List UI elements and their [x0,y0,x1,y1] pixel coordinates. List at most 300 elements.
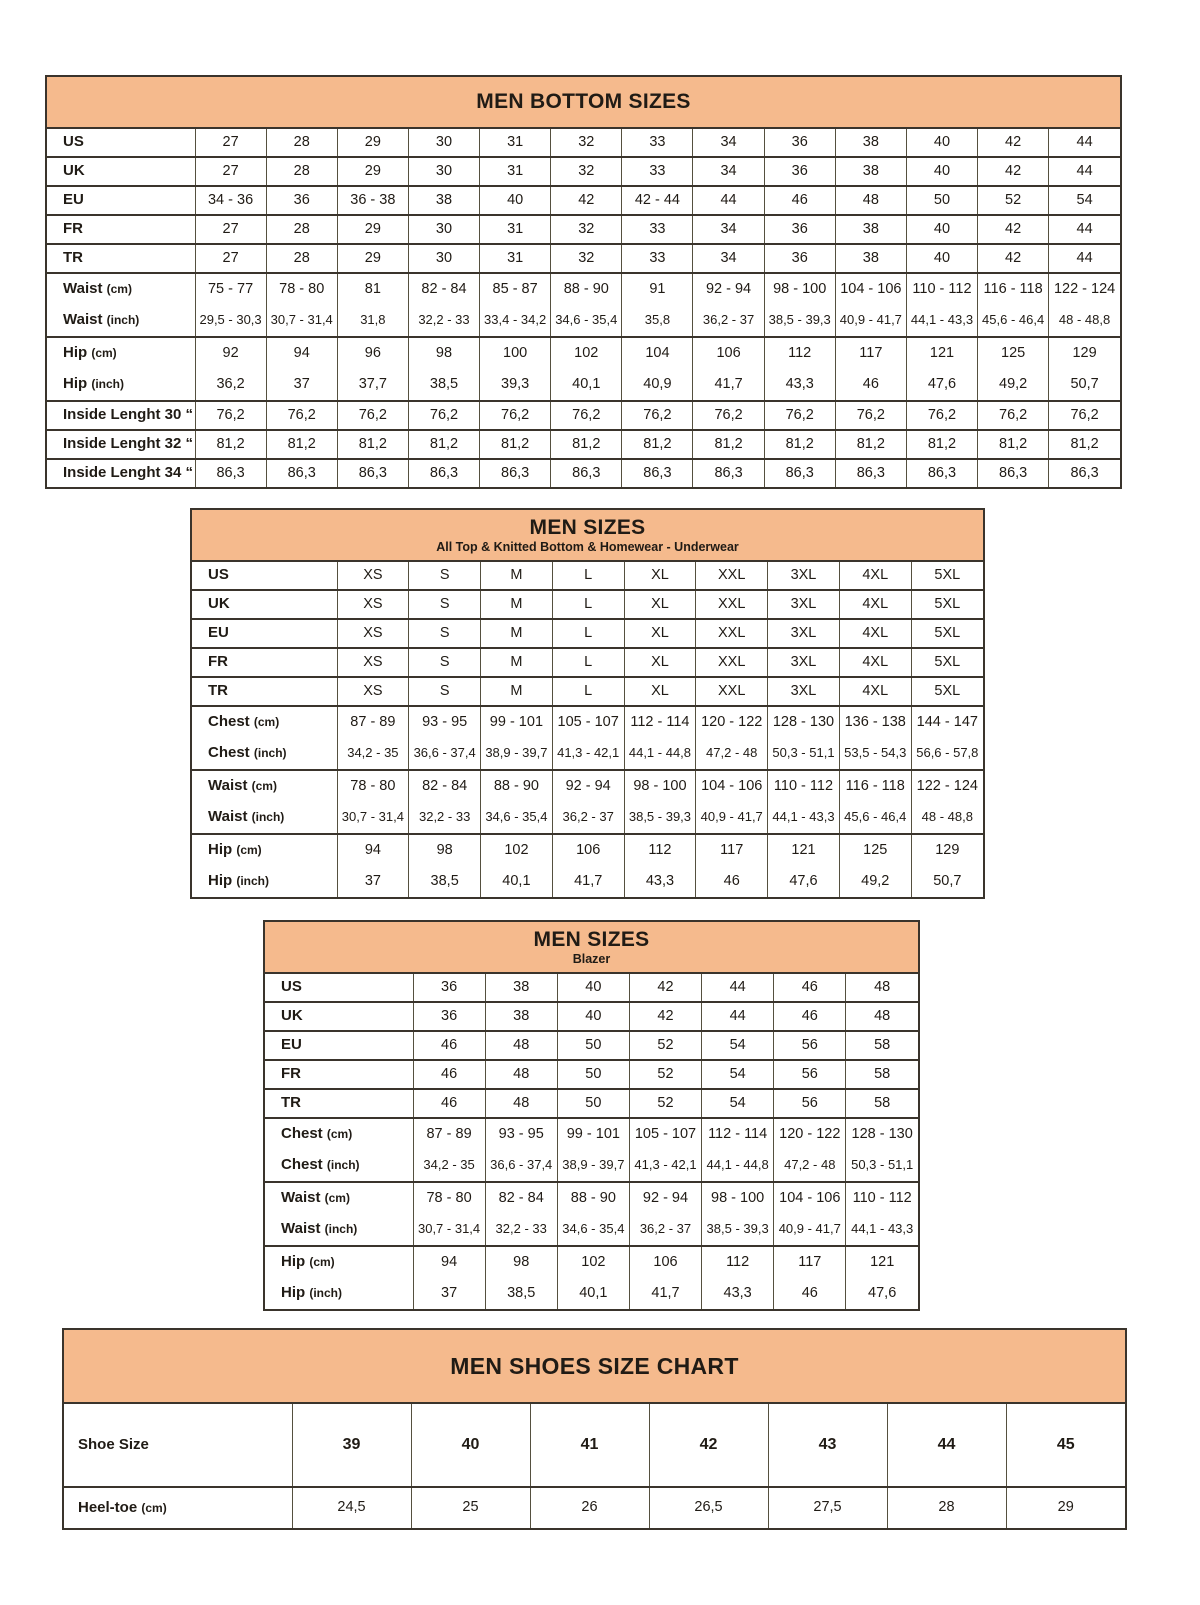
row-label-text: FR [208,653,228,671]
table-row [192,866,983,897]
table-cell: 40 [906,157,977,186]
table-cell: 106 [693,337,764,369]
table-cell: 38 [485,974,557,1002]
table-cell: 46 [774,1278,846,1309]
table-cell: 104 - 106 [696,770,768,802]
table-cell: XL [624,648,696,677]
table-row [192,802,983,834]
table-cell: 112 [624,834,696,866]
table-cell: 85 - 87 [480,273,551,305]
table-cell: 34 [693,215,764,244]
table-cell: 47,2 - 48 [774,1150,846,1182]
table-cell: 44 [702,974,774,1002]
row-label-text: EU [208,624,229,642]
table-cell: 45,6 - 46,4 [839,802,911,834]
table-row [265,1214,918,1246]
table-title: MEN BOTTOM SIZES [476,89,691,113]
row-label-text: Hip [281,1284,306,1302]
table-cell: 44,1 - 43,3 [906,305,977,337]
table-cell: XS [337,590,409,619]
row-unit-text: (cm) [253,715,280,730]
table-row [47,337,1120,369]
men-sizes-blazer-table [263,920,920,1311]
table-row [47,186,1120,215]
row-label [192,738,337,770]
table-cell: XXL [696,562,768,590]
table-cell: 81,2 [906,430,977,459]
table-cell: 54 [702,1031,774,1060]
row-label [47,186,195,215]
table-row [64,1404,1125,1487]
row-unit-text: (cm) [326,1127,353,1142]
table-cell: 125 [839,834,911,866]
table-cell: 76,2 [266,401,337,430]
table-cell: 34,6 - 35,4 [551,305,622,337]
table-cell: 30 [408,244,479,273]
table-cell: 94 [337,834,409,866]
table-cell: 44 [1049,215,1120,244]
table-cell: 26,5 [649,1487,768,1528]
row-unit-text: (cm) [106,282,132,297]
table-cell: 78 - 80 [413,1182,485,1214]
table-cell: L [552,677,624,706]
table-cell: 76,2 [480,401,551,430]
table-cell: 36 [764,215,835,244]
table-cell: 75 - 77 [195,273,266,305]
row-unit-text: (cm) [141,1500,167,1515]
row-unit-text: (cm) [309,1255,335,1270]
table-row [265,1031,918,1060]
table-cell: 76,2 [337,401,408,430]
table-cell: 34,6 - 35,4 [481,802,553,834]
table-cell: 104 - 106 [774,1182,846,1214]
table-cell: 31 [480,157,551,186]
row-unit-text: (inch) [324,1222,358,1237]
table-cell: 31,8 [337,305,408,337]
table-cell: 86,3 [693,459,764,487]
row-label-text: Waist [63,280,103,298]
table-cell: 39,3 [480,369,551,401]
table-cell: 76,2 [835,401,906,430]
table-cell: 41,7 [693,369,764,401]
table-cell: 46 [774,1002,846,1031]
table-cell: 37 [413,1278,485,1309]
table-title: MEN SHOES SIZE CHART [450,1352,739,1379]
table-cell: 44,1 - 43,3 [768,802,840,834]
table-cell: 50 [557,1031,629,1060]
table-cell: 44 [702,1002,774,1031]
row-label-text: FR [63,220,83,238]
row-unit-text: (cm) [324,1191,350,1206]
table-cell: 43 [768,1404,887,1487]
table-cell: 38,9 - 39,7 [481,738,553,770]
table-cell: 40,9 - 41,7 [835,305,906,337]
row-label [47,244,195,273]
row-label [192,619,337,648]
row-unit-text: (inch) [309,1286,343,1301]
table-row [47,244,1120,273]
table-cell: 30,7 - 31,4 [413,1214,485,1246]
table-cell: 82 - 84 [408,273,479,305]
table-cell: 36,2 - 37 [552,802,624,834]
table-cell: 121 [768,834,840,866]
table-cell: 82 - 84 [485,1182,557,1214]
table-cell: 125 [978,337,1049,369]
table-row [64,1487,1125,1528]
table-subtitle: All Top & Knitted Bottom & Homewear - Underwear [436,539,739,554]
table-cell: 87 - 89 [413,1118,485,1150]
table-cell: 34,6 - 35,4 [557,1214,629,1246]
table-cell: 81 [337,273,408,305]
row-label [64,1404,292,1487]
table-cell: 27 [195,157,266,186]
table-cell: 5XL [911,677,983,706]
table-cell: 32,2 - 33 [408,305,479,337]
table-cell: 5XL [911,648,983,677]
table-cell: 32 [551,215,622,244]
row-label [265,1246,413,1278]
table-cell: 53,5 - 54,3 [839,738,911,770]
table-cell: 25 [411,1487,530,1528]
table-cell: 29 [337,157,408,186]
table-cell: 36,2 - 37 [629,1214,701,1246]
table-cell: 92 - 94 [693,273,764,305]
table-row [47,459,1120,487]
table-cell: 98 - 100 [764,273,835,305]
table-cell: 40 [411,1404,530,1487]
table-cell: 5XL [911,619,983,648]
table-cell: 128 - 130 [768,706,840,738]
table-cell: S [409,648,481,677]
table-cell: 38 [835,215,906,244]
table-cell: 43,3 [764,369,835,401]
table-cell: 44,1 - 44,8 [702,1150,774,1182]
table-row [265,1150,918,1182]
table-row [192,619,983,648]
table-cell: 31 [480,129,551,157]
table-cell: 36 [413,974,485,1002]
row-label [47,459,195,487]
table-cell: 24,5 [292,1487,411,1528]
table-cell: 38,5 [485,1278,557,1309]
table-cell: 94 [266,337,337,369]
table-row [47,157,1120,186]
table-cell: 86,3 [266,459,337,487]
table-cell: 86,3 [622,459,693,487]
table-cell: 46 [835,369,906,401]
table-cell: 34 [693,157,764,186]
row-label [192,677,337,706]
table-cell: 33,4 - 34,2 [480,305,551,337]
table-cell: 48 [835,186,906,215]
row-label [47,305,195,337]
row-label [192,802,337,834]
row-label-text: Inside Lenght 30 “ [63,406,194,424]
table-cell: 40 [906,129,977,157]
table-cell: 4XL [839,677,911,706]
table-cell: 104 - 106 [835,273,906,305]
table-cell: XL [624,619,696,648]
table-cell: XXL [696,619,768,648]
table-cell: 42 [978,129,1049,157]
table-cell: 56 [774,1031,846,1060]
table-cell: 81,2 [195,430,266,459]
table-cell: 44 [1049,244,1120,273]
table-cell: 105 - 107 [629,1118,701,1150]
table-cell: 34 - 36 [195,186,266,215]
table-cell: 27 [195,244,266,273]
table-cell: 86,3 [337,459,408,487]
table-cell: 116 - 118 [839,770,911,802]
row-label [47,215,195,244]
table-cell: 32 [551,244,622,273]
table-cell: 120 - 122 [696,706,768,738]
table-cell: 128 - 130 [846,1118,918,1150]
table-row [265,1089,918,1118]
table-cell: 76,2 [906,401,977,430]
row-label [265,974,413,1002]
table-cell: 86,3 [480,459,551,487]
table-cell: 88 - 90 [551,273,622,305]
table-cell: 38,5 [409,866,481,897]
table-cell: 91 [622,273,693,305]
table-cell: 40,1 [481,866,553,897]
table-cell: 93 - 95 [485,1118,557,1150]
table-row [47,430,1120,459]
table-cell: 30 [408,129,479,157]
table-cell: 81,2 [408,430,479,459]
table-row [265,1278,918,1309]
table-cell: 106 [629,1246,701,1278]
table-cell: M [481,562,553,590]
table-cell: 52 [629,1089,701,1118]
row-label-text: Waist [63,311,103,329]
table-cell: 36 [764,157,835,186]
table-cell: 32,2 - 33 [409,802,481,834]
table-cell: S [409,590,481,619]
table-cell: 44 [693,186,764,215]
table-cell: 56 [774,1060,846,1089]
table-cell: XXL [696,648,768,677]
table-cell: 40 [906,244,977,273]
row-label-text: Chest [208,713,250,731]
table-cell: 52 [978,186,1049,215]
table-cell: 3XL [768,590,840,619]
table-cell: 34,2 - 35 [413,1150,485,1182]
table-cell: 50 [906,186,977,215]
row-label [265,1278,413,1309]
table-cell: 121 [846,1246,918,1278]
table-cell: 100 [480,337,551,369]
table-row [265,1182,918,1214]
table-cell: L [552,590,624,619]
table-cell: 28 [887,1487,1006,1528]
row-label [265,1089,413,1118]
table-cell: 58 [846,1060,918,1089]
table-cell: 28 [266,129,337,157]
table-cell: 36 [266,186,337,215]
table-cell: 48 [846,1002,918,1031]
row-unit-text: (inch) [236,874,270,889]
table-cell: 58 [846,1089,918,1118]
row-label-text: Inside Lenght 32 “ [63,435,194,453]
table-cell: 76,2 [622,401,693,430]
table-cell: 42 [629,1002,701,1031]
table-cell: 30 [408,157,479,186]
table-cell: 86,3 [764,459,835,487]
table-cell: 37 [337,866,409,897]
table-cell: 110 - 112 [846,1182,918,1214]
table-cell: 52 [629,1031,701,1060]
table-cell: 112 [764,337,835,369]
row-label-text: EU [63,191,84,209]
row-label [47,369,195,401]
table-cell: 104 [622,337,693,369]
table-cell: 33 [622,215,693,244]
table-cell: 38 [835,129,906,157]
table-cell: 76,2 [693,401,764,430]
table-cell: 81,2 [480,430,551,459]
men-sizes-tops-header [192,510,983,562]
row-label [265,1150,413,1182]
row-unit-text: (cm) [236,843,262,858]
table-cell: 46 [413,1031,485,1060]
table-cell: L [552,619,624,648]
table-cell: XS [337,648,409,677]
row-unit-text: (inch) [251,810,285,825]
table-cell: 37 [266,369,337,401]
row-label [47,273,195,305]
table-cell: 45,6 - 46,4 [978,305,1049,337]
table-cell: 98 [409,834,481,866]
table-row [47,305,1120,337]
table-cell: XL [624,562,696,590]
table-cell: 40 [480,186,551,215]
table-cell: 50,7 [1049,369,1120,401]
row-label [265,1031,413,1060]
row-label [47,129,195,157]
row-label [47,430,195,459]
table-row [265,1060,918,1089]
table-cell: 29 [1006,1487,1125,1528]
table-cell: 40,9 - 41,7 [696,802,768,834]
men-shoes-size-chart-table [62,1328,1127,1530]
table-cell: 54 [702,1060,774,1089]
table-cell: 54 [1049,186,1120,215]
row-label [64,1487,292,1528]
table-subtitle: Blazer [572,951,611,966]
table-cell: 86,3 [835,459,906,487]
table-cell: 41,3 - 42,1 [552,738,624,770]
row-label-text: UK [281,1007,303,1025]
table-cell: 99 - 101 [557,1118,629,1150]
table-row [47,401,1120,430]
row-label-text: Waist [208,777,248,795]
table-cell: 46 [696,866,768,897]
table-cell: 33 [622,129,693,157]
table-cell: 56 [774,1089,846,1118]
table-cell: 105 - 107 [552,706,624,738]
table-cell: 50 [557,1089,629,1118]
table-cell: M [481,677,553,706]
table-row [265,974,918,1002]
table-cell: 33 [622,244,693,273]
row-unit-text: (cm) [251,779,277,794]
table-cell: 38,5 - 39,3 [702,1214,774,1246]
table-cell: 76,2 [1049,401,1120,430]
table-cell: 36 [413,1002,485,1031]
table-cell: 38,9 - 39,7 [557,1150,629,1182]
table-cell: 82 - 84 [409,770,481,802]
table-cell: 41 [530,1404,649,1487]
table-cell: M [481,648,553,677]
row-label-text: Chest [281,1125,323,1143]
table-cell: XS [337,562,409,590]
table-cell: 38,5 - 39,3 [624,802,696,834]
table-cell: 93 - 95 [409,706,481,738]
row-label-text: US [281,978,302,996]
table-cell: 129 [911,834,983,866]
table-cell: 42 [978,244,1049,273]
table-cell: 38 [408,186,479,215]
table-cell: 86,3 [195,459,266,487]
table-cell: 110 - 112 [906,273,977,305]
row-label-text: Hip [208,872,233,890]
row-label [192,562,337,590]
table-cell: 122 - 124 [911,770,983,802]
row-label-text: EU [281,1036,302,1054]
table-cell: 46 [774,974,846,1002]
table-cell: S [409,562,481,590]
table-cell: 3XL [768,562,840,590]
table-cell: 50,7 [911,866,983,897]
table-cell: 44 [1049,157,1120,186]
row-label-text: Heel-toe [78,1498,138,1516]
table-cell: 58 [846,1031,918,1060]
table-cell: 32,2 - 33 [485,1214,557,1246]
row-label-text: Waist [208,808,248,826]
men-sizes-blazer-header [265,922,918,974]
table-cell: 4XL [839,619,911,648]
table-cell: 4XL [839,590,911,619]
table-cell: XS [337,619,409,648]
table-cell: 32 [551,129,622,157]
row-label [192,866,337,897]
table-cell: 86,3 [408,459,479,487]
table-cell: 30,7 - 31,4 [337,802,409,834]
table-cell: 122 - 124 [1049,273,1120,305]
table-cell: 30 [408,215,479,244]
table-cell: XXL [696,590,768,619]
table-cell: 81,2 [622,430,693,459]
row-label-text: UK [63,162,85,180]
table-cell: 36 - 38 [337,186,408,215]
table-cell: 81,2 [978,430,1049,459]
table-cell: 56,6 - 57,8 [911,738,983,770]
table-cell: 29 [337,244,408,273]
table-cell: 47,6 [906,369,977,401]
table-row [192,738,983,770]
table-cell: 44,1 - 44,8 [624,738,696,770]
table-cell: 47,2 - 48 [696,738,768,770]
table-cell: 120 - 122 [774,1118,846,1150]
table-cell: 81,2 [764,430,835,459]
men-bottom-sizes-header [47,77,1120,129]
table-cell: 48 [846,974,918,1002]
table-cell: 30,7 - 31,4 [266,305,337,337]
table-cell: 38,5 - 39,3 [764,305,835,337]
row-label [47,337,195,369]
